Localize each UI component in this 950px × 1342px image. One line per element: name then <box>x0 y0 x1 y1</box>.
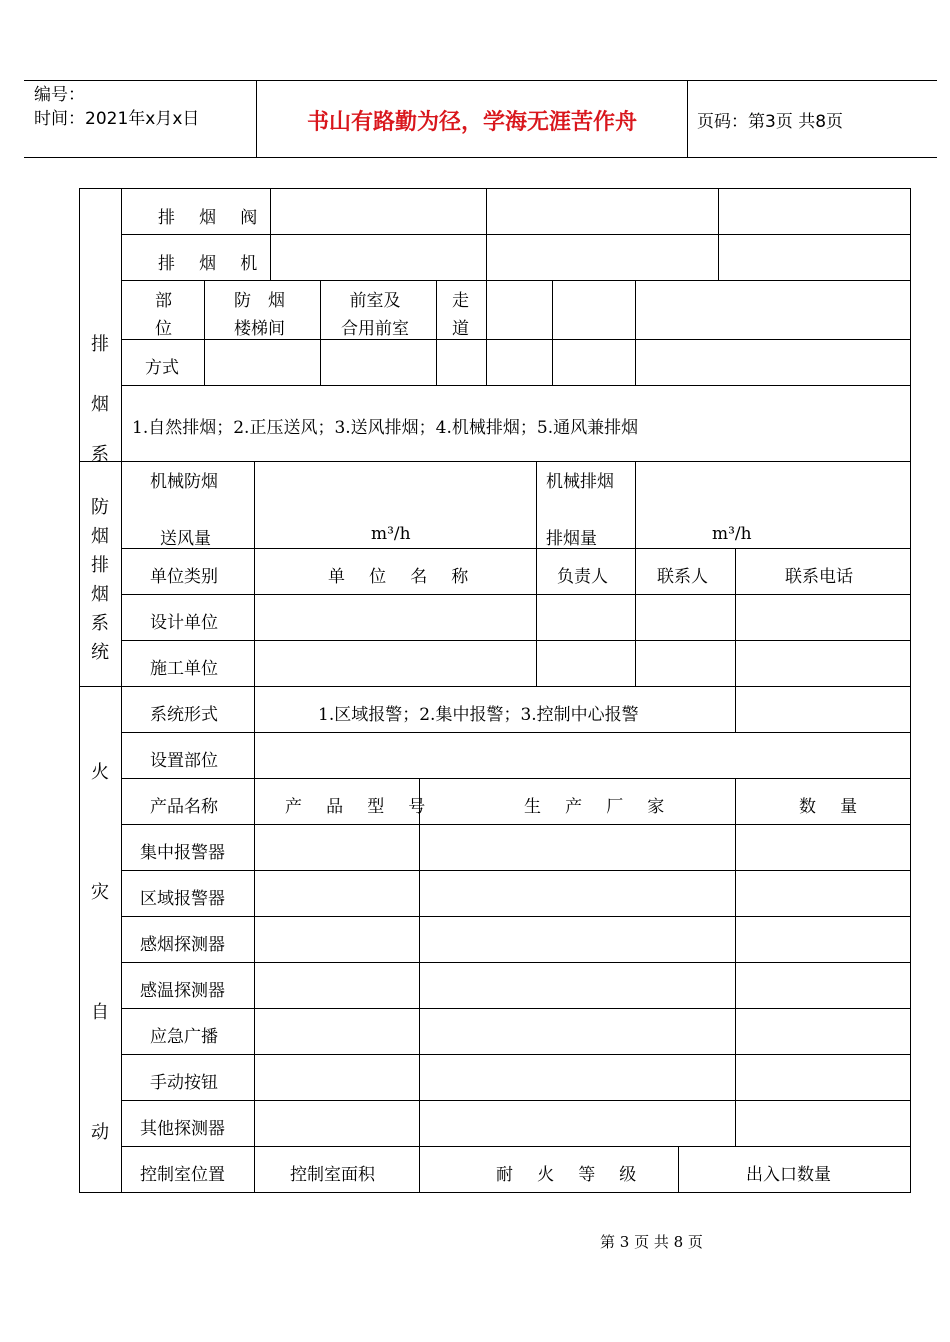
exhaust-fan-label: 排 烟 机 <box>158 254 267 274</box>
document-header <box>24 80 937 158</box>
page-indicator: 页码：第3页 共8页 <box>697 112 844 132</box>
time-label: 时间：2021年x月x日 <box>34 109 200 129</box>
methods-note: 1.自然排烟；2.正压送风；3.送风排烟；4.机械排烟；5.通风兼排烟 <box>132 418 639 438</box>
exhaust-valve-label: 排 烟 阀 <box>158 208 267 228</box>
mech-exhaust-label-1: 机械排烟 <box>546 472 614 492</box>
front-room-label: 前室及 合用前室 <box>341 291 409 339</box>
control-room-location-label: 控制室位置 <box>140 1165 225 1185</box>
supply-unit: m³/h <box>371 524 411 544</box>
item-other-detector: 其他探测器 <box>140 1119 225 1139</box>
section-label-smoke-exhaust: 排 烟 系 <box>91 334 109 465</box>
item-central-alarm: 集中报警器 <box>140 843 225 863</box>
item-zone-alarm: 区域报警器 <box>140 889 225 909</box>
header-meta <box>34 83 199 131</box>
exhaust-unit: m³/h <box>712 524 752 544</box>
unit-name-header: 单 位 名 称 <box>328 567 478 587</box>
section-label-fire-alarm: 火 灾 自 动 <box>91 762 109 1143</box>
location-label: 设置部位 <box>150 751 218 771</box>
item-smoke-detector: 感烟探测器 <box>140 935 225 955</box>
item-heat-detector: 感温探测器 <box>140 981 225 1001</box>
design-unit-label: 设计单位 <box>150 613 218 633</box>
item-emergency-broadcast: 应急广播 <box>150 1027 218 1047</box>
unit-type-header: 单位类别 <box>150 567 218 587</box>
mech-supply-label-2: 送风量 <box>160 529 211 549</box>
corridor-label: 走 道 <box>452 291 469 339</box>
mech-exhaust-label-2: 排烟量 <box>546 529 597 549</box>
contact-header: 联系人 <box>657 567 708 587</box>
control-room-area-label: 控制室面积 <box>290 1165 375 1185</box>
product-name-header: 产品名称 <box>150 797 218 817</box>
product-model-header: 产 品 型 号 <box>285 797 435 817</box>
manufacturer-header: 生 产 厂 家 <box>524 797 674 817</box>
system-form-label: 系统形式 <box>150 705 218 725</box>
item-manual-button: 手动按钮 <box>150 1073 218 1093</box>
smoke-stair-label: 防 烟 楼梯间 <box>234 291 285 339</box>
section-label-smoke-control: 防 烟 排 烟 系 统 <box>91 497 109 663</box>
header-divider <box>687 81 688 157</box>
method-label: 方式 <box>145 358 179 378</box>
system-form-value: 1.区域报警；2.集中报警；3.控制中心报警 <box>318 705 639 725</box>
construction-unit-label: 施工单位 <box>150 659 218 679</box>
footer-page-number: 第 3 页 共 8 页 <box>600 1233 703 1251</box>
fire-rating-label: 耐 火 等 级 <box>496 1165 646 1185</box>
location-label: 部 位 <box>155 291 172 339</box>
phone-header: 联系电话 <box>785 567 853 587</box>
mech-supply-label-1: 机械防烟 <box>150 472 218 492</box>
serial-label: 编号： <box>34 85 85 105</box>
person-in-charge-header: 负责人 <box>557 567 608 587</box>
quantity-header: 数 量 <box>799 797 867 817</box>
exits-count-label: 出入口数量 <box>746 1165 831 1185</box>
motto: 书山有路勤为径，学海无涯苦作舟 <box>306 110 637 135</box>
